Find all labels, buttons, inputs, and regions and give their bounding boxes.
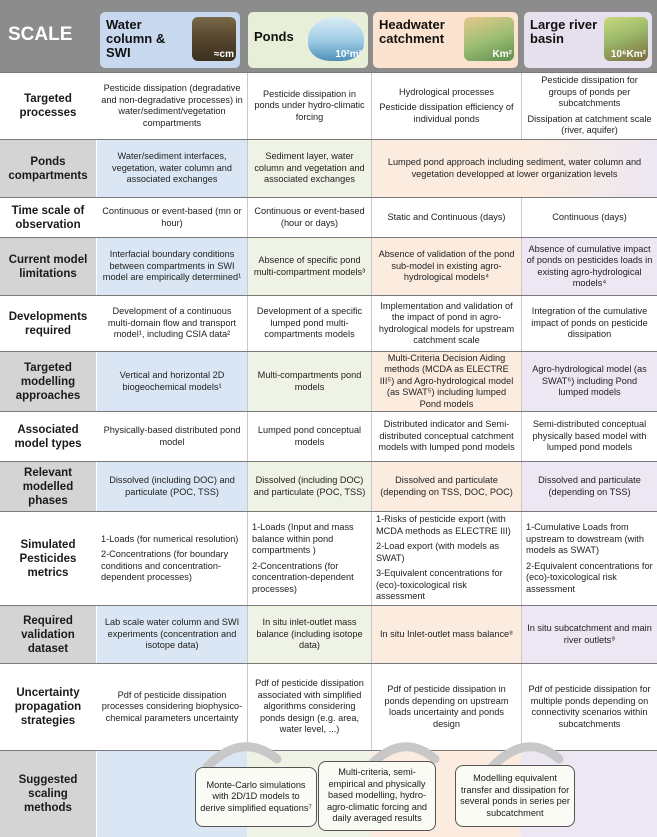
- cell-text: Absence of validation of the pond sub-model in existing agro-hydrological models⁴: [378, 249, 515, 283]
- table-cell: [521, 352, 657, 411]
- cell-text: 1-Loads (Input and mass balance within pond compartments ): [252, 522, 354, 555]
- cell-text: Physically-based distributed pond model: [103, 425, 241, 447]
- table-row: [0, 411, 657, 461]
- table-cell: [247, 140, 371, 197]
- cell-text: Integration of the cumulative impact of ponds on pesticide dissipation: [531, 306, 648, 340]
- scaling-method-multicriteria: Multi-criteria, semi-empirical and physically based modelling, hydro-agro-climatic forcing and daily averaged results: [318, 761, 436, 831]
- table-cell: [97, 462, 247, 511]
- cell-text: Development of a continuous multi-domain flow and transport model¹, including CSIA data²: [107, 306, 237, 340]
- header-ponds: [248, 12, 368, 68]
- row-head: Relevant modelled phases: [0, 462, 96, 511]
- scale-header: [0, 0, 657, 72]
- cell-text: Dissolved and particulate (depending on TSS, DOC, POC): [380, 475, 513, 497]
- scaling-method-equivalent-transfer: Modelling equivalent transfer and dissipation for several ponds in series per subcatchment: [455, 765, 575, 827]
- table-row: [0, 511, 657, 605]
- table-cell: [371, 606, 521, 663]
- table-cell: [371, 73, 521, 139]
- cell-text: Absence of cumulative impact of ponds on pesticides loads in existing agro-hydrological models⁴: [526, 243, 653, 288]
- header-headwater-unit: Km²: [492, 49, 512, 60]
- cell-text: Continuous or event-based (hour or days): [254, 206, 365, 228]
- row-head: Simulated Pesticides metrics: [0, 512, 96, 605]
- cell-text: Absence of specific pond multi-compartment models³: [253, 255, 366, 277]
- table-cell: [371, 238, 521, 295]
- table-cell: [521, 412, 657, 461]
- row-head: Uncertainty propagation strategies: [0, 664, 96, 750]
- header-ponds-unit: 10²m²: [335, 49, 362, 60]
- cell-text: Dissolved (including DOC) and particulate (POC, TSS): [109, 475, 235, 497]
- table-cell: [521, 606, 657, 663]
- cell-text: Lumped pond approach including sediment, water column and vegetation developped at lower organization levels: [387, 157, 642, 179]
- table-cell: [521, 462, 657, 511]
- cell-text: Pesticide dissipation efficiency of individual ponds: [379, 102, 514, 124]
- cell-text: 1-Loads (for numerical resolution): [101, 533, 239, 544]
- table-cell: [371, 198, 521, 237]
- table-row: [0, 197, 657, 237]
- table-cell: [247, 238, 371, 295]
- table-cell: [247, 606, 371, 663]
- table-cell: [371, 462, 521, 511]
- table-cell: [97, 73, 247, 139]
- header-water-column: [100, 12, 240, 68]
- table-cell: [247, 412, 371, 461]
- cell-text: In situ inlet-outlet mass balance (including isotope data): [256, 617, 363, 651]
- table-cell: [97, 238, 247, 295]
- row-head: Time scale of observation: [0, 198, 96, 237]
- row-head: Ponds compartments: [0, 140, 96, 197]
- table-cell: [371, 512, 521, 605]
- cell-text: Lumped pond conceptual models: [257, 425, 362, 447]
- cell-text: Sediment layer, water column and vegetation and associated exchanges: [254, 151, 365, 185]
- header-river-unit: 10⁶Km²: [610, 49, 646, 60]
- cell-text: In situ subcatchment and main river outlets⁹: [527, 623, 652, 645]
- table-cell: [97, 606, 247, 663]
- cell-text: Agro-hydrological model (as SWAT⁶) including Pond lumped models: [532, 364, 647, 398]
- cell-text: 1-Risks of pesticide export (with MCDA methods as ELECTRE III): [376, 514, 511, 536]
- table-cell: [521, 512, 657, 605]
- cell-text: 2-Equivalent concentrations for (eco)-toxicological risk assessment: [526, 560, 653, 594]
- row-head: Required validation dataset: [0, 606, 96, 663]
- cell-text: Distributed indicator and Semi-distributed conceptual catchment models with lumped pond models: [378, 419, 515, 453]
- table-cell: [97, 140, 247, 197]
- row-head: Developments required: [0, 296, 96, 351]
- header-river-title: Large river basin: [530, 17, 598, 46]
- table-cell: [521, 296, 657, 351]
- cell-text: 1-Cumulative Loads from upstream to dowstream (with models as SWAT): [526, 522, 644, 555]
- cell-text: Hydrological processes: [399, 86, 494, 97]
- table-row: [0, 295, 657, 351]
- table-cell: [247, 198, 371, 237]
- cell-text: Pdf of pesticide dissipation processes considering biophysico-chemical parameters uncertainty: [101, 689, 243, 723]
- cell-text: Development of a specific lumped pond multi-compartments models: [256, 306, 363, 340]
- cell-text: Dissolved (including DOC) and particulate (POC, TSS): [253, 475, 366, 497]
- cell-text: Dissolved and particulate (depending on TSS): [538, 475, 641, 497]
- table-row: [0, 72, 657, 139]
- cell-text: Continuous or event-based (mn or hour): [102, 206, 242, 228]
- cell-text: Dissipation at catchment scale (river, aquifer): [527, 113, 652, 136]
- table-cell: [521, 238, 657, 295]
- table-cell: [371, 140, 657, 197]
- table-cell: [97, 296, 247, 351]
- table-cell: [247, 512, 371, 605]
- header-water-unit: ≈cm: [214, 49, 234, 60]
- table-cell: [247, 352, 371, 411]
- cell-text: Multi-Criteria Decision Aiding methods (MCDA as ELECTRE III⁵) and Agro-hydrological model (as SWAT⁵) including lumped Pond models: [379, 352, 514, 409]
- cell-text: 2-Concentrations (for concentration-dependent processes): [252, 560, 354, 594]
- cell-text: Multi-compartments pond models: [257, 370, 362, 392]
- table-row: [0, 237, 657, 295]
- cell-text: Pdf of pesticide dissipation associated with simplified algorithms considering ponds design (e.g. area, water level, ...): [255, 678, 364, 735]
- header-headwater: [373, 12, 518, 68]
- row-head: Associated model types: [0, 412, 96, 461]
- table-cell: [97, 352, 247, 411]
- cell-text: Continuous (days): [552, 211, 627, 222]
- scaling-method-montecarlo: Monte-Carlo simulations with 2D/1D models to derive simplified equations⁷: [195, 767, 317, 827]
- table-row: [0, 605, 657, 663]
- table-cell: [97, 198, 247, 237]
- table-cell: [521, 73, 657, 139]
- scale-label: SCALE: [8, 24, 73, 45]
- table-cell: [97, 512, 247, 605]
- header-headwater-title: Headwater catchment: [379, 17, 445, 46]
- table-row: [0, 139, 657, 197]
- cell-text: Pesticide dissipation for groups of ponds per subcatchments: [541, 75, 638, 109]
- cell-text: Pdf of pesticide dissipation in ponds depending on upstream loads uncertainty and ponds design: [384, 684, 509, 729]
- cell-text: Pesticide dissipation in ponds under hydro-climatic forcing: [254, 88, 365, 122]
- table-cell: [521, 198, 657, 237]
- cell-text: 2-Load export (with models as SWAT): [376, 541, 500, 563]
- cell-text: 2-Concentrations (for boundary conditions and concentration-dependent processes): [101, 549, 229, 582]
- header-river-basin: [524, 12, 652, 68]
- cell-text: Pesticide dissipation (degradative and non-degradative processes) in water/sediment/vegetation compartments: [101, 83, 243, 128]
- row-head: Targeted processes: [0, 73, 96, 139]
- cell-text: Implementation and validation of the impact of pond in agro-hydrological models for upstream catchment scale: [378, 300, 515, 345]
- table-cell: [247, 462, 371, 511]
- table-cell: [247, 73, 371, 139]
- table-cell: [371, 296, 521, 351]
- cell-text: Interfacial boundary conditions between compartments in SWI model are empirically determined¹: [102, 249, 242, 283]
- table-cell: [371, 412, 521, 461]
- table-row: [0, 461, 657, 511]
- cell-text: Lab scale water column and SWI experiments (concentration and isotope data): [104, 617, 240, 651]
- header-ponds-title: Ponds: [254, 29, 294, 44]
- table-cell: [371, 352, 521, 411]
- table-cell: [97, 412, 247, 461]
- cell-text: Pdf of pesticide dissipation for multiple ponds depending on connectivity scenarios within subcatchments: [528, 684, 651, 729]
- row-head-scaling: Suggested scaling methods: [0, 751, 96, 837]
- row-head: Targeted modelling approaches: [0, 352, 96, 411]
- header-water-title: Water column & SWI: [106, 17, 166, 60]
- cell-text: In situ Inlet-outlet mass balance⁸: [379, 628, 514, 639]
- table-cell: [247, 296, 371, 351]
- row-head: Current model limitations: [0, 238, 96, 295]
- cell-text: Vertical and horizontal 2D biogeochemical models¹: [119, 370, 225, 392]
- cell-text: Water/sediment interfaces, vegetation, water column and associated exchanges: [111, 151, 233, 185]
- cell-text: Semi-distributed conceptual physically based model with lumped pond models: [532, 419, 647, 453]
- cell-text: 3-Equivalent concentrations for (eco)-toxicological risk assessment: [376, 568, 503, 602]
- cell-text: Static and Continuous (days): [387, 211, 506, 222]
- table-row: [0, 351, 657, 411]
- scaling-row: [0, 750, 657, 837]
